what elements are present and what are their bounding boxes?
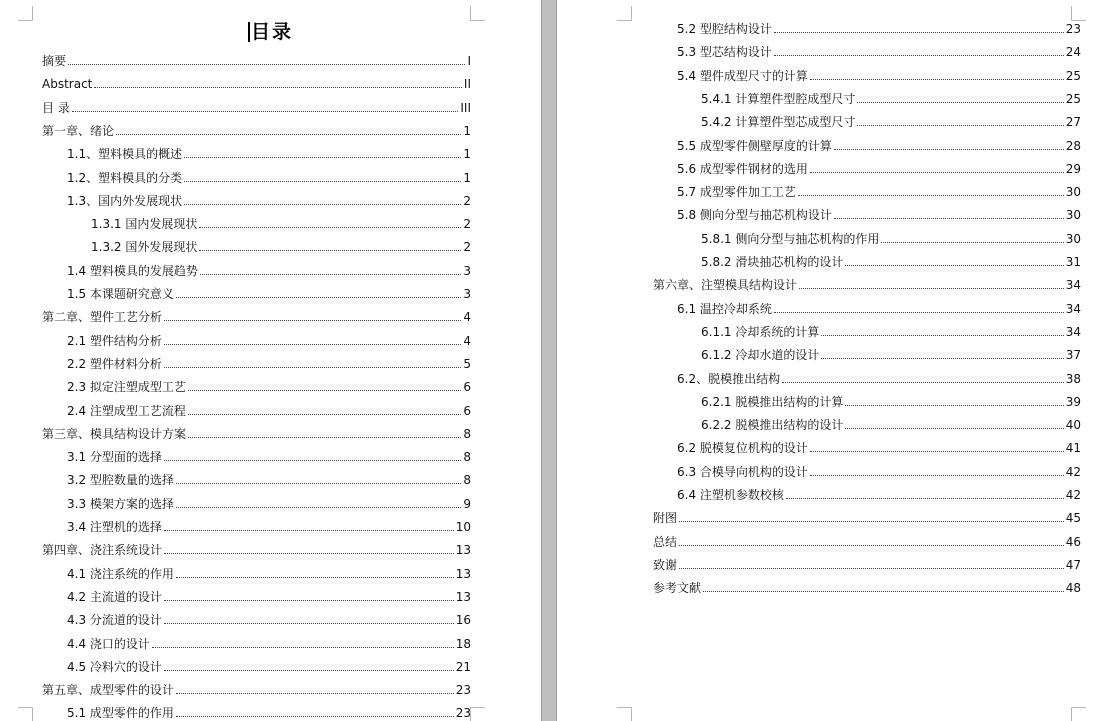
toc-page-number: 42 [1065, 488, 1081, 502]
toc-entry[interactable] [677, 369, 1081, 387]
toc-entry[interactable] [67, 587, 471, 605]
toc-entry-title: 第四章、浇注系统设计 [42, 543, 163, 558]
toc-entry-title: Abstract [42, 77, 93, 92]
toc-entry[interactable] [67, 703, 471, 721]
toc-dot-leader [821, 358, 1063, 359]
toc-entry[interactable] [677, 136, 1081, 154]
toc-entry-title: 5.8.1 侧向分型与抽芯机构的作用 [701, 231, 880, 246]
toc-dot-leader [176, 577, 454, 578]
toc-page-number: 3 [463, 263, 471, 278]
document-page-left [0, 0, 541, 721]
toc-page-number: 45 [1065, 511, 1081, 526]
toc-dot-leader [845, 265, 1063, 266]
toc-dot-leader [834, 149, 1064, 150]
toc-page-number: 2 [463, 217, 471, 232]
toc-entry-title: 5.7 成型零件加工工艺 [677, 185, 796, 200]
toc-entry[interactable] [67, 447, 471, 465]
toc-entry[interactable] [42, 540, 471, 558]
toc-entry[interactable] [42, 74, 471, 92]
toc-dot-leader [810, 79, 1064, 80]
toc-entry-title: 1.3.1 国内发展现状 [91, 217, 198, 232]
page-corner-mark [470, 707, 485, 721]
text-cursor [248, 22, 250, 42]
toc-page-number: 39 [1065, 394, 1081, 409]
toc-entry-title: 第六章、注塑模具结构设计 [653, 278, 798, 293]
toc-entry[interactable] [701, 89, 1081, 107]
toc-page-number: 23 [455, 706, 471, 721]
toc-dot-leader [774, 55, 1064, 56]
toc-entry-title: 总结 [653, 534, 678, 549]
toc-entry-title: 2.1 塑件结构分析 [67, 333, 162, 348]
toc-dot-leader [834, 218, 1064, 219]
toc-entry[interactable] [42, 424, 471, 442]
toc-dot-leader [184, 157, 461, 158]
toc-page-number: 23 [455, 683, 471, 698]
toc-dot-leader [200, 274, 461, 275]
toc-page-number: 28 [1065, 138, 1081, 153]
toc-entry-title: 4.1 浇注系统的作用 [67, 566, 174, 581]
page-corner-mark [1071, 707, 1086, 721]
toc-entry-title: 5.2 型腔结构设计 [677, 22, 772, 36]
toc-dot-leader [164, 623, 454, 624]
toc-dot-leader [188, 437, 461, 438]
toc-entry[interactable] [653, 275, 1081, 293]
toc-page-number: 10 [455, 520, 471, 534]
toc-dot-leader [188, 414, 461, 415]
toc-dot-leader [679, 568, 1064, 569]
toc-entry-title: 致谢 [653, 557, 678, 572]
toc-dot-leader [188, 390, 461, 391]
toc-dot-leader [164, 670, 454, 671]
toc-dot-leader [857, 125, 1063, 126]
toc-entry-title: 3.1 分型面的选择 [67, 450, 162, 465]
toc-dot-leader [774, 32, 1064, 33]
toc-dot-leader [821, 335, 1063, 336]
toc-dot-leader [881, 242, 1063, 243]
toc-entry-title: 4.4 浇口的设计 [67, 636, 150, 651]
toc-dot-leader [72, 111, 459, 112]
toc-entry-title: 目 录 [42, 100, 70, 115]
toc-entry[interactable] [701, 415, 1081, 433]
toc-entry-title: 5.8 侧向分型与抽芯机构设计 [677, 208, 832, 223]
toc-page-number: 24 [1065, 45, 1081, 60]
toc-entry[interactable] [701, 392, 1081, 410]
toc-page-number: 34 [1065, 301, 1081, 316]
toc-entry[interactable] [91, 214, 471, 232]
toc-dot-leader [184, 181, 461, 182]
toc-dot-leader [164, 530, 454, 531]
toc-entry[interactable] [701, 252, 1081, 270]
toc-entry-title: 2.4 注塑成型工艺流程 [67, 403, 186, 418]
toc-page-number: 25 [1065, 68, 1081, 83]
toc-entry-title: 5.4 塑件成型尺寸的计算 [677, 68, 808, 83]
toc-entry[interactable] [42, 680, 471, 698]
toc-dot-leader [164, 367, 461, 368]
toc-page-number: 2 [463, 240, 471, 255]
toc-dot-leader [164, 553, 454, 554]
toc-entry-title: 1.2、塑料模具的分类 [67, 170, 183, 185]
toc-page-number: 3 [463, 287, 471, 301]
toc-entry[interactable] [701, 322, 1081, 340]
toc-entry-title: 6.2 脱模复位机构的设计 [677, 441, 808, 456]
toc-page-number: III [460, 100, 471, 115]
toc-entry-title: 摘要 [42, 54, 67, 68]
toc-dot-leader [116, 134, 461, 135]
toc-dot-leader [176, 483, 461, 484]
toc-entry[interactable] [677, 182, 1081, 200]
toc-entry[interactable] [67, 354, 471, 372]
toc-entry-title: 6.2.2 脱模推出结构的设计 [701, 418, 844, 433]
toc-entry-title: 第一章、绪论 [42, 123, 115, 138]
toc-entry[interactable] [677, 159, 1081, 177]
toc-entry-title: 5.4.2 计算塑件型芯成型尺寸 [701, 115, 856, 130]
toc-page-number: II [463, 77, 471, 92]
toc-entry[interactable] [67, 401, 471, 419]
toc-entry[interactable] [677, 66, 1081, 84]
toc-dot-leader [857, 102, 1063, 103]
toc-page-number: 40 [1065, 418, 1081, 433]
toc-dot-leader [176, 297, 461, 298]
toc-page-number: 47 [1065, 557, 1081, 572]
toc-entry-title: 5.1 成型零件的作用 [67, 706, 174, 721]
toc-page-number: 1 [463, 123, 471, 138]
toc-entry-title: 第二章、塑件工艺分析 [42, 310, 163, 325]
document-page-right [557, 0, 1105, 721]
toc-entry-title: 3.4 注塑机的选择 [67, 520, 162, 534]
toc-entry[interactable] [67, 191, 471, 209]
toc-dot-leader [164, 460, 461, 461]
toc-entry[interactable] [67, 494, 471, 512]
toc-entry-title: 2.3 拟定注塑成型工艺 [67, 380, 186, 395]
toc-entry-title: 第五章、成型零件的设计 [42, 683, 175, 698]
toc-page-number: 30 [1065, 208, 1081, 223]
toc-page-number: 8 [463, 426, 471, 441]
page-corner-mark [617, 6, 632, 21]
toc-page-number: 27 [1065, 115, 1081, 130]
toc-entry[interactable] [677, 205, 1081, 223]
toc-entry[interactable] [653, 578, 1081, 596]
toc-entry[interactable] [67, 284, 471, 302]
toc-entry[interactable] [701, 345, 1081, 363]
toc-entry-title: 附图 [653, 511, 678, 526]
toc-entry[interactable] [653, 555, 1081, 573]
toc-page-number: 48 [1065, 581, 1081, 596]
toc-entry-title: 5.6 成型零件钢材的选用 [677, 161, 808, 176]
toc-page-number: 13 [455, 589, 471, 604]
toc-entry[interactable] [677, 19, 1081, 37]
toc-entry[interactable] [701, 112, 1081, 130]
toc-entry-title: 6.1 温控冷却系统 [677, 301, 772, 316]
toc-title-text: 目录 [250, 21, 293, 43]
toc-page-number: 21 [455, 659, 471, 674]
toc-page-number: 13 [455, 566, 471, 581]
toc-page-number: 30 [1065, 185, 1081, 200]
toc-page-number: 37 [1065, 348, 1081, 363]
toc-entry-title: 5.8.2 滑块抽芯机构的设计 [701, 255, 844, 269]
toc-dot-leader [94, 87, 462, 88]
toc-entry-title: 6.4 注塑机参数校核 [677, 488, 784, 502]
toc-dot-leader [176, 693, 454, 694]
toc-dot-leader [68, 64, 465, 65]
toc-entry-title: 1.1、塑料模具的概述 [67, 147, 183, 162]
toc-entry[interactable] [67, 470, 471, 488]
toc-entry[interactable] [42, 51, 471, 69]
toc-page-number: 25 [1065, 91, 1081, 106]
toc-entry-title: 4.2 主流道的设计 [67, 589, 162, 604]
toc-dot-leader [199, 250, 461, 251]
toc-page-number: 2 [463, 193, 471, 208]
toc-entry[interactable] [67, 331, 471, 349]
toc-entry[interactable] [67, 610, 471, 628]
toc-page-number: 1 [463, 147, 471, 162]
toc-page-number: 16 [455, 613, 471, 628]
toc-dot-leader [164, 344, 461, 345]
toc-entry[interactable] [67, 517, 471, 535]
toc-dot-leader [799, 288, 1064, 289]
toc-page-number: 23 [1065, 22, 1081, 36]
toc-dot-leader [679, 521, 1064, 522]
toc-entry[interactable] [677, 462, 1081, 480]
toc-page-number: 8 [463, 473, 471, 488]
toc-entry-title: 1.4 塑料模具的发展趋势 [67, 263, 198, 278]
toc-dot-leader [810, 475, 1064, 476]
toc-dot-leader [798, 195, 1064, 196]
toc-entry[interactable] [67, 564, 471, 582]
toc-dot-leader [164, 600, 454, 601]
toc-page-number: 6 [463, 403, 471, 418]
toc-dot-leader [845, 405, 1063, 406]
toc-dot-leader [703, 591, 1064, 592]
toc-title[interactable] [0, 17, 541, 44]
toc-entry-title: 4.3 分流道的设计 [67, 613, 162, 628]
toc-dot-leader [184, 204, 461, 205]
toc-dot-leader [152, 647, 454, 648]
toc-entry[interactable] [701, 229, 1081, 247]
toc-entry[interactable] [677, 438, 1081, 456]
toc-page-number: 1 [463, 170, 471, 185]
page-corner-mark [18, 707, 33, 721]
toc-entry-title: 6.1.1 冷却系统的计算 [701, 324, 820, 339]
toc-entry[interactable] [91, 237, 471, 255]
toc-entry-title: 3.2 型腔数量的选择 [67, 473, 174, 488]
toc-entry[interactable] [42, 121, 471, 139]
toc-page-number: 13 [455, 543, 471, 558]
toc-entry-title: 4.5 冷料穴的设计 [67, 659, 162, 674]
toc-entry[interactable] [677, 42, 1081, 60]
page-corner-mark [617, 707, 632, 721]
toc-dot-leader [679, 545, 1064, 546]
toc-entry-title: 5.5 成型零件侧壁厚度的计算 [677, 138, 832, 153]
toc-page-number: 18 [455, 636, 471, 651]
toc-entry-title: 6.3 合模导向机构的设计 [677, 464, 808, 479]
toc-entry-title: 5.3 型芯结构设计 [677, 45, 772, 60]
toc-page-number: 8 [463, 450, 471, 465]
toc-entry[interactable] [67, 168, 471, 186]
toc-entry[interactable] [677, 299, 1081, 317]
toc-entry[interactable] [67, 634, 471, 652]
toc-entry[interactable] [67, 657, 471, 675]
toc-dot-leader [786, 498, 1064, 499]
toc-entry-title: 1.5 本课题研究意义 [67, 287, 174, 301]
toc-entry[interactable] [42, 307, 471, 325]
toc-page-number: 34 [1065, 324, 1081, 339]
toc-entry[interactable] [42, 98, 471, 116]
toc-dot-leader [774, 312, 1064, 313]
toc-entry[interactable] [653, 508, 1081, 526]
toc-dot-leader [845, 428, 1063, 429]
toc-page-number: 38 [1065, 371, 1081, 386]
toc-entry[interactable] [677, 485, 1081, 503]
toc-page-number: 5 [463, 356, 471, 371]
toc-page-number: 4 [463, 310, 471, 325]
toc-dot-leader [810, 172, 1064, 173]
toc-page-number: 4 [463, 333, 471, 348]
toc-entry-title: 6.1.2 冷却水道的设计 [701, 348, 820, 363]
toc-entry-title: 第三章、模具结构设计方案 [42, 426, 187, 441]
toc-page-number: 6 [463, 380, 471, 395]
toc-dot-leader [176, 507, 461, 508]
toc-page-number: 34 [1065, 278, 1081, 293]
toc-dot-leader [782, 382, 1064, 383]
toc-dot-leader [199, 227, 461, 228]
toc-page-number: 31 [1065, 255, 1081, 269]
toc-page-number: 41 [1065, 441, 1081, 456]
toc-entry[interactable] [653, 532, 1081, 550]
toc-page-number: 42 [1065, 464, 1081, 479]
toc-page-number: 9 [463, 496, 471, 511]
toc-entry-title: 参考文献 [653, 581, 702, 596]
toc-page-number: 29 [1065, 161, 1081, 176]
toc-entry-title: 2.2 塑件材料分析 [67, 356, 162, 371]
toc-page-number: I [467, 54, 471, 68]
toc-page-number: 30 [1065, 231, 1081, 246]
toc-page-number: 46 [1065, 534, 1081, 549]
toc-entry[interactable] [67, 261, 471, 279]
toc-entry-title: 6.2、脱模推出结构 [677, 371, 781, 386]
toc-entry-title: 3.3 模架方案的选择 [67, 496, 174, 511]
toc-entry-title: 6.2.1 脱模推出结构的计算 [701, 394, 844, 409]
toc-entry-title: 1.3.2 国外发展现状 [91, 240, 198, 255]
toc-entry[interactable] [67, 144, 471, 162]
toc-dot-leader [176, 716, 454, 717]
toc-entry-title: 5.4.1 计算塑件型腔成型尺寸 [701, 91, 856, 106]
toc-entry-title: 1.3、国内外发展现状 [67, 193, 183, 208]
toc-dot-leader [164, 320, 461, 321]
page-separator [541, 0, 557, 721]
toc-entry[interactable] [67, 377, 471, 395]
toc-dot-leader [810, 451, 1064, 452]
